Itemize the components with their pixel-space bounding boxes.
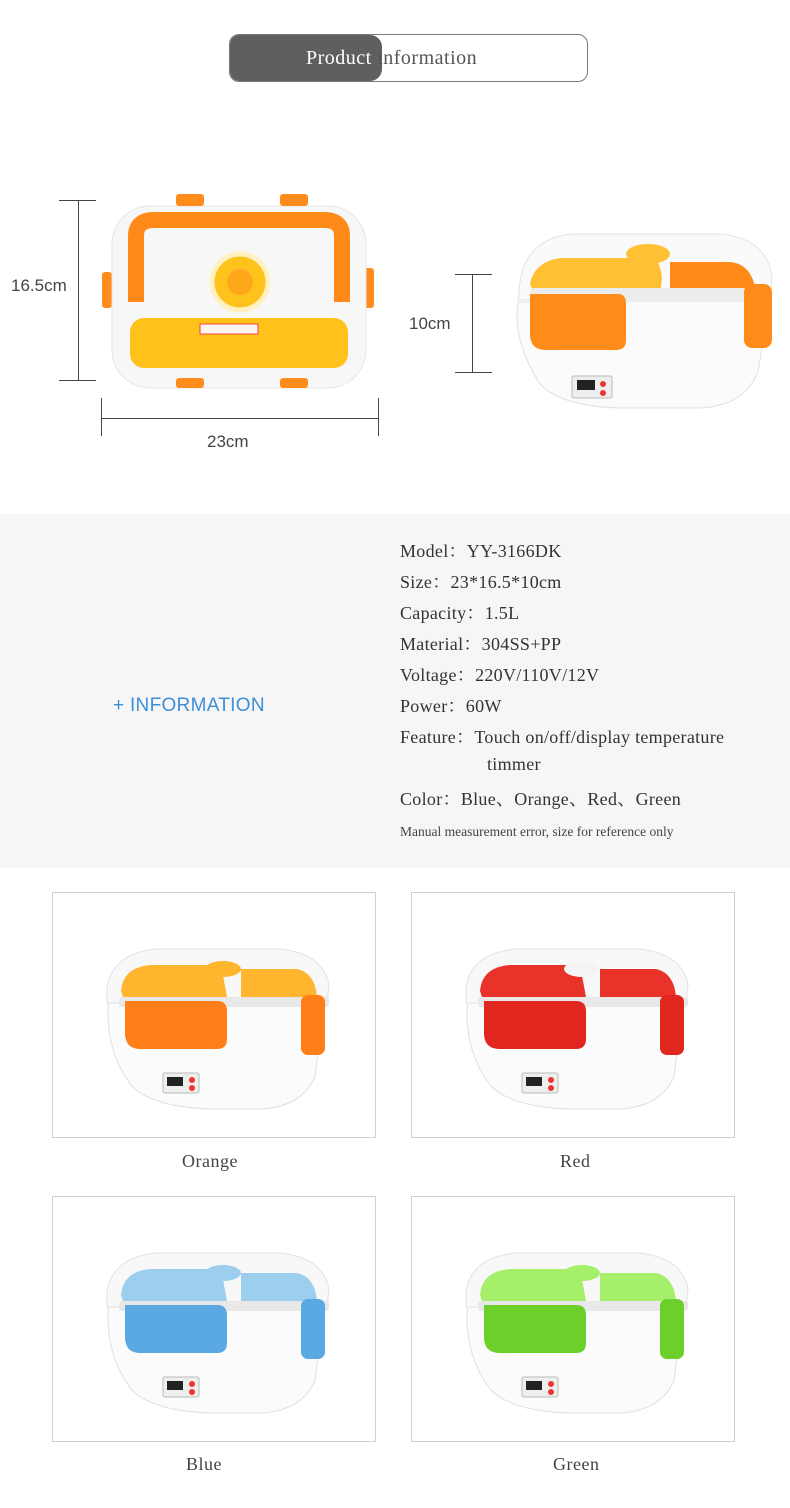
height-tick-top [59, 200, 96, 201]
spec-label: Size： [400, 572, 451, 592]
product-image [412, 1197, 734, 1441]
spec-label: Color： [400, 789, 461, 809]
spec-value: timmer [487, 754, 541, 774]
width-tick-right [378, 398, 379, 436]
spec-label: Voltage： [400, 665, 476, 685]
variant-label-green: Green [553, 1454, 600, 1474]
top-view-image [96, 190, 382, 395]
product-image [53, 893, 375, 1137]
header-word-information: information [377, 47, 478, 69]
spec-size [400, 568, 562, 594]
spec-value: 23*16.5*10cm [450, 572, 562, 592]
header-title [306, 47, 477, 70]
spec-voltage [400, 661, 599, 687]
depth-label: 10cm [409, 314, 451, 333]
height-tick-bottom [59, 380, 96, 381]
spec-value: Blue、Orange、Red、Green [460, 789, 682, 809]
height-label: 16.5cm [11, 276, 67, 295]
depth-line [472, 274, 473, 372]
spec-value: 220V/110V/12V [475, 665, 600, 685]
spec-value: 1.5L [484, 603, 520, 623]
spec-feature-cont [487, 754, 541, 775]
information-section [0, 514, 790, 868]
product-image [53, 1197, 375, 1441]
product-image [412, 893, 734, 1137]
spec-material [400, 630, 561, 656]
spec-label: Model： [400, 541, 467, 561]
width-tick-left [101, 398, 102, 436]
spec-label: Material： [400, 634, 482, 654]
header-word-product: Product [306, 47, 372, 69]
depth-tick-bottom [455, 372, 492, 373]
spec-model [400, 537, 562, 563]
spec-power [400, 692, 502, 718]
measurement-note: Manual measurement error, size for reference only [400, 824, 674, 839]
height-line [78, 200, 79, 380]
variant-card-blue [52, 1196, 376, 1442]
section-header [229, 34, 588, 82]
variant-card-green [411, 1196, 735, 1442]
spec-color [400, 785, 681, 811]
width-label: 23cm [207, 432, 249, 451]
spec-value: 60W [465, 696, 502, 716]
spec-value: 304SS+PP [481, 634, 562, 654]
spec-value: YY-3166DK [466, 541, 562, 561]
information-tag: + INFORMATION [113, 695, 265, 716]
spec-label: Feature： [400, 727, 475, 747]
variant-card-red [411, 892, 735, 1138]
side-view-image [500, 222, 778, 414]
variant-label-red: Red [560, 1151, 591, 1171]
spec-label: Power： [400, 696, 466, 716]
spec-capacity [400, 599, 519, 625]
variant-card-orange [52, 892, 376, 1138]
spec-feature [400, 723, 724, 749]
width-line [101, 418, 378, 419]
variant-label-blue: Blue [186, 1454, 222, 1474]
spec-value: Touch on/off/display temperature [474, 727, 725, 747]
depth-tick-top [455, 274, 492, 275]
variant-label-orange: Orange [182, 1151, 238, 1171]
spec-label: Capacity： [400, 603, 485, 623]
